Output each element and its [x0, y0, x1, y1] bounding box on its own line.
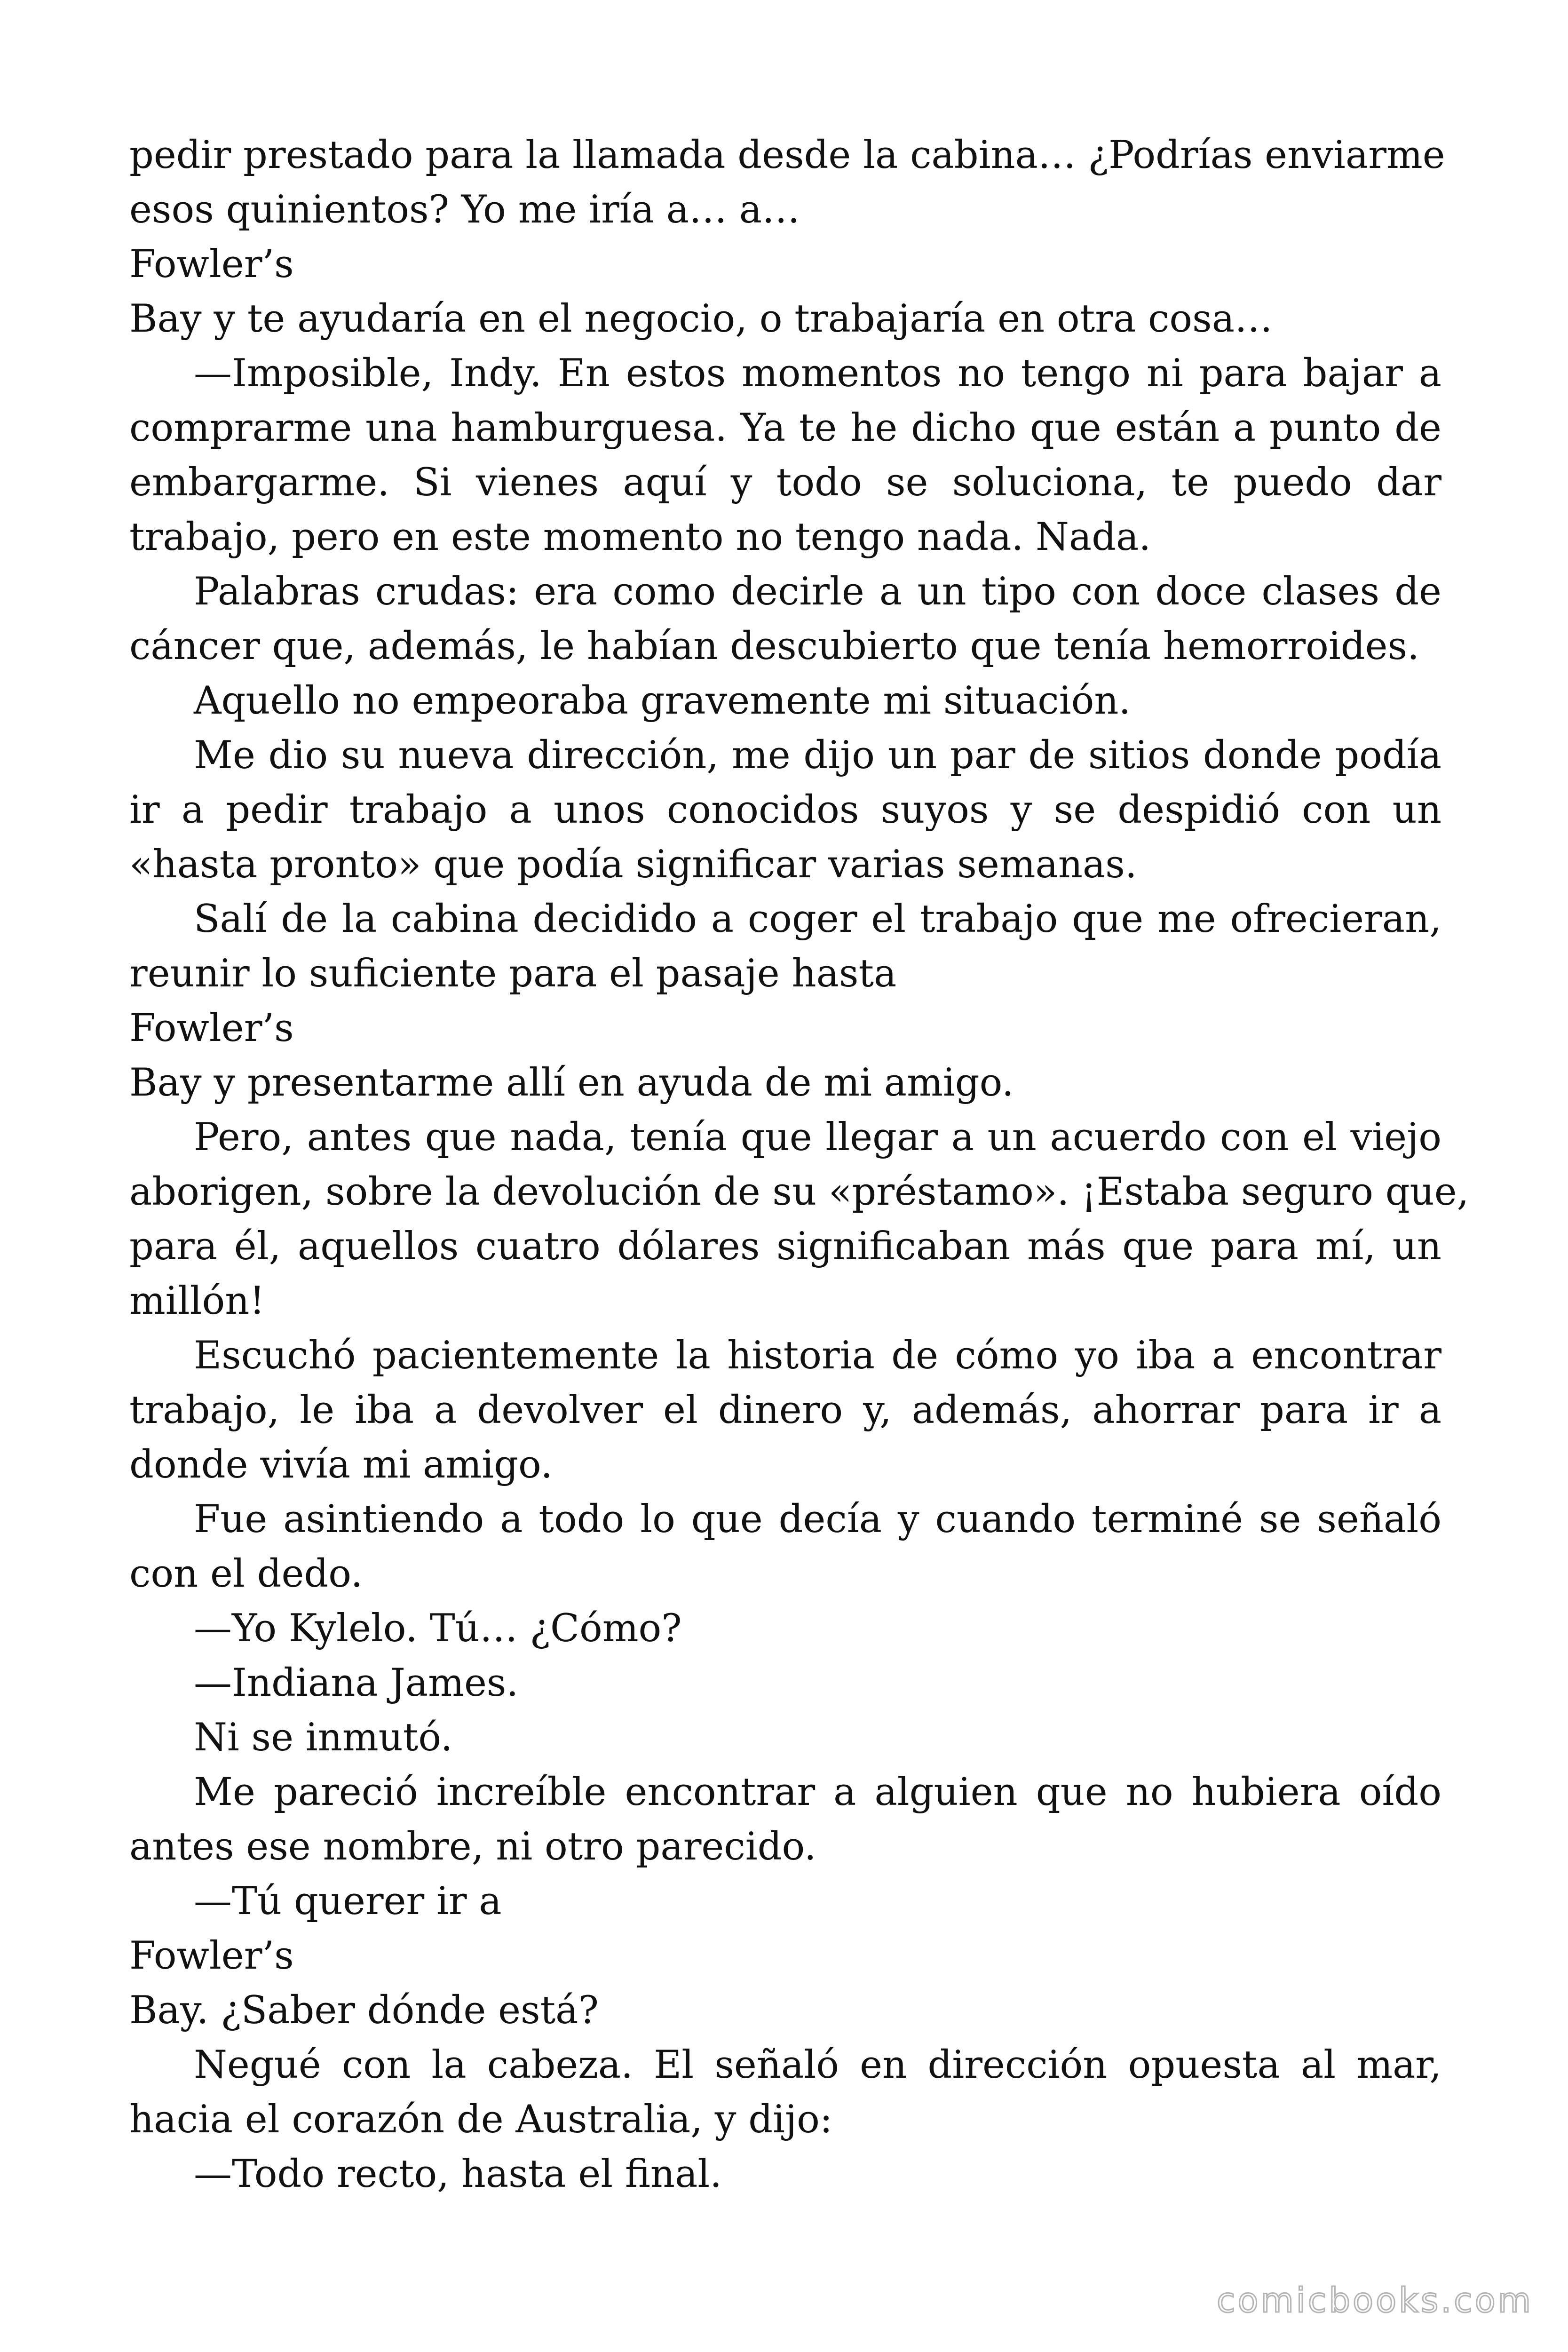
text-line: hacia el corazón de Australia, y dijo:: [129, 2098, 833, 2142]
text-line: —Indiana James.: [194, 1661, 519, 1705]
text-line: «hasta pronto» que podía significar varias semanas.: [129, 842, 1137, 887]
text-line: Ni se inmutó.: [194, 1716, 453, 1760]
text-line: para él, aquellos cuatro dólares significaban más que para mí, un: [129, 1224, 1441, 1269]
text-line: Aquello no empeoraba gravemente mi situación.: [194, 679, 1131, 723]
text-line: —Todo recto, hasta el final.: [194, 2152, 722, 2196]
text-line: trabajo, le iba a devolver el dinero y, además, ahorrar para ir a: [129, 1388, 1441, 1432]
text-line: antes ese nombre, ni otro parecido.: [129, 1825, 816, 1869]
text-line: Palabras crudas: era como decirle a un tipo con doce clases de: [194, 570, 1441, 614]
text-line: —Tú querer ir a: [194, 1879, 502, 1923]
text-line: Me pareció increíble encontrar a alguien que no hubiera oído: [194, 1770, 1441, 1814]
watermark-logo: comicbooks.com: [1216, 2280, 1533, 2320]
text-line: —Imposible, Indy. En estos momentos no tengo ni para bajar a: [194, 351, 1441, 396]
text-line: comprarme una hamburguesa. Ya te he dicho que están a punto de: [129, 406, 1441, 450]
text-line: Negué con la cabeza. El señaló en dirección opuesta al mar,: [194, 2043, 1441, 2087]
text-line: con el dedo.: [129, 1552, 363, 1596]
text-line: Fowler’s: [129, 242, 294, 286]
text-line: millón!: [129, 1279, 265, 1323]
text-line: trabajo, pero en este momento no tengo nada. Nada.: [129, 515, 1151, 559]
text-line: embargarme. Si vienes aquí y todo se soluciona, te puedo dar: [129, 461, 1441, 505]
text-line: aborigen, sobre la devolución de su «préstamo». ¡Estaba seguro que,: [129, 1170, 1469, 1214]
text-line: Bay. ¿Saber dónde está?: [129, 1988, 599, 2033]
text-line: Salí de la cabina decidido a coger el trabajo que me ofrecieran,: [194, 897, 1441, 941]
text-line: Bay y presentarme allí en ayuda de mi amigo.: [129, 1061, 1014, 1105]
text-line: Fowler’s: [129, 1006, 294, 1050]
text-line: Me dio su nueva dirección, me dijo un par de sitios donde podía: [194, 733, 1441, 778]
text-line: —Yo Kylelo. Tú… ¿Cómo?: [194, 1606, 682, 1651]
text-line: cáncer que, además, le habían descubierto que tenía hemorroides.: [129, 624, 1419, 668]
text-line: Pero, antes que nada, tenía que llegar a un acuerdo con el viejo: [194, 1115, 1441, 1160]
text-line: Fue asintiendo a todo lo que decía y cuando terminé se señaló: [194, 1497, 1441, 1542]
text-line: pedir prestado para la llamada desde la cabina… ¿Podrías enviarme: [129, 133, 1445, 177]
text-line: donde vivía mi amigo.: [129, 1443, 553, 1487]
text-line: esos quinientos? Yo me iría a… a…: [129, 188, 800, 232]
text-line: Escuchó pacientemente la historia de cómo yo iba a encontrar: [194, 1334, 1441, 1378]
text-line: reunir lo suficiente para el pasaje hasta: [129, 952, 897, 996]
text-line: Bay y te ayudaría en el negocio, o trabajaría en otra cosa…: [129, 297, 1273, 341]
text-line: Fowler’s: [129, 1934, 294, 1978]
text-line: ir a pedir trabajo a unos conocidos suyos y se despidió con un: [129, 788, 1441, 832]
